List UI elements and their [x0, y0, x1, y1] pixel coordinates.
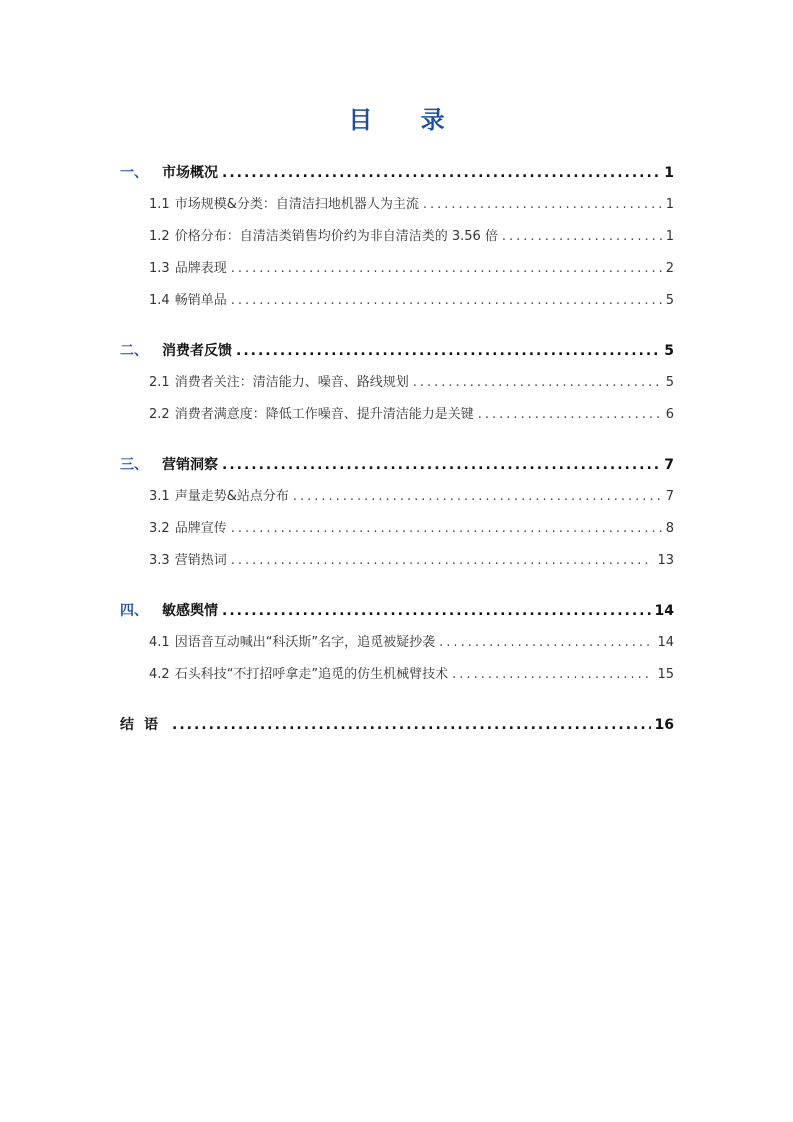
toc-section-4	[120, 595, 674, 691]
dot-leader	[236, 335, 660, 367]
toc-entry-section-2[interactable]	[120, 335, 674, 367]
dot-leader	[231, 545, 654, 577]
subsection-title: 品牌表现	[174, 261, 227, 276]
page-number: 6	[665, 407, 674, 422]
dot-leader	[439, 627, 653, 659]
toc-entry-section-4[interactable]	[120, 595, 674, 627]
subsection-title: 价格分布：自清洁类销售均价约为非自清洁类的 3.56 倍	[174, 229, 498, 244]
section-number: 三、	[120, 457, 148, 473]
dot-leader	[413, 367, 662, 399]
page-number: 1	[665, 229, 674, 244]
toc-entry-1-4[interactable]	[120, 285, 674, 317]
subsection-number: 4.2	[149, 667, 170, 682]
dot-leader	[293, 481, 662, 513]
subsection-title: 消费者关注：清洁能力、噪音、路线规划	[174, 375, 409, 390]
toc-entry-conclusion[interactable]	[120, 709, 674, 741]
page-number: 5	[665, 293, 674, 308]
page-number: 14	[654, 603, 674, 619]
page-number: 7	[665, 489, 674, 504]
subsection-number: 3.1	[149, 489, 170, 504]
toc-entry-1-2[interactable]	[120, 221, 674, 253]
subsection-title: 畅销单品	[174, 293, 227, 308]
subsection-number: 1.1	[149, 197, 170, 212]
table-of-contents	[120, 157, 674, 741]
page-number: 1	[665, 197, 674, 212]
subsection-number: 3.2	[149, 521, 170, 536]
subsection-number: 1.4	[149, 293, 170, 308]
subsection-title: 石头科技“不打招呼拿走”追觅的仿生机械臂技术	[174, 667, 449, 682]
toc-section-1	[120, 157, 674, 317]
section-title: 市场概况	[162, 165, 218, 181]
dot-leader	[502, 221, 662, 253]
page-number: 5	[665, 375, 674, 390]
page-number: 5	[664, 343, 674, 359]
section-title: 敏感舆情	[162, 603, 218, 619]
toc-entry-2-2[interactable]	[120, 399, 674, 431]
dot-leader	[222, 157, 660, 189]
subsection-title: 营销热词	[174, 553, 227, 568]
section-number: 二、	[120, 343, 148, 359]
subsection-number: 2.1	[149, 375, 170, 390]
dot-leader	[231, 513, 662, 545]
section-number: 四、	[120, 603, 148, 619]
dot-leader	[452, 659, 653, 691]
dot-leader	[423, 189, 662, 221]
subsection-number: 3.3	[149, 553, 170, 568]
section-number: 一、	[120, 165, 148, 181]
page-number: 2	[665, 261, 674, 276]
subsection-number: 1.3	[149, 261, 170, 276]
subsection-title: 声量走势&站点分布	[174, 489, 289, 504]
subsection-title: 消费者满意度：降低工作噪音、提升清洁能力是关键	[174, 407, 474, 422]
page-number: 14	[657, 635, 674, 650]
subsection-title: 品牌宣传	[174, 521, 227, 536]
subsection-title: 因语音互动喊出“科沃斯”名字，追觅被疑抄袭	[174, 635, 436, 650]
section-title: 营销洞察	[162, 457, 218, 473]
dot-leader	[231, 253, 662, 285]
subsection-number: 4.1	[149, 635, 170, 650]
toc-entry-1-1[interactable]	[120, 189, 674, 221]
toc-title: 目 录	[348, 106, 465, 134]
toc-entry-section-1[interactable]	[120, 157, 674, 189]
page-number: 16	[654, 717, 674, 733]
dot-leader	[222, 595, 651, 627]
toc-entry-3-2[interactable]	[120, 513, 674, 545]
toc-entry-4-1[interactable]	[120, 627, 674, 659]
dot-leader	[222, 449, 660, 481]
toc-entry-1-3[interactable]	[120, 253, 674, 285]
toc-section-2	[120, 335, 674, 431]
toc-entry-2-1[interactable]	[120, 367, 674, 399]
toc-entry-3-3[interactable]	[120, 545, 674, 577]
subsection-number: 2.2	[149, 407, 170, 422]
dot-leader	[478, 399, 662, 431]
page-number: 7	[664, 457, 674, 473]
toc-entry-4-2[interactable]	[120, 659, 674, 691]
dot-leader	[172, 709, 651, 741]
toc-entry-3-1[interactable]	[120, 481, 674, 513]
toc-entry-section-3[interactable]	[120, 449, 674, 481]
subsection-title: 市场规模&分类：自清洁扫地机器人为主流	[174, 197, 419, 212]
dot-leader	[231, 285, 662, 317]
toc-section-3	[120, 449, 674, 577]
section-title: 结语	[120, 717, 168, 733]
page-number: 1	[664, 165, 674, 181]
section-title: 消费者反馈	[162, 343, 232, 359]
page-number: 15	[657, 667, 674, 682]
page-number: 8	[665, 521, 674, 536]
subsection-number: 1.2	[149, 229, 170, 244]
page-number: 13	[657, 553, 674, 568]
